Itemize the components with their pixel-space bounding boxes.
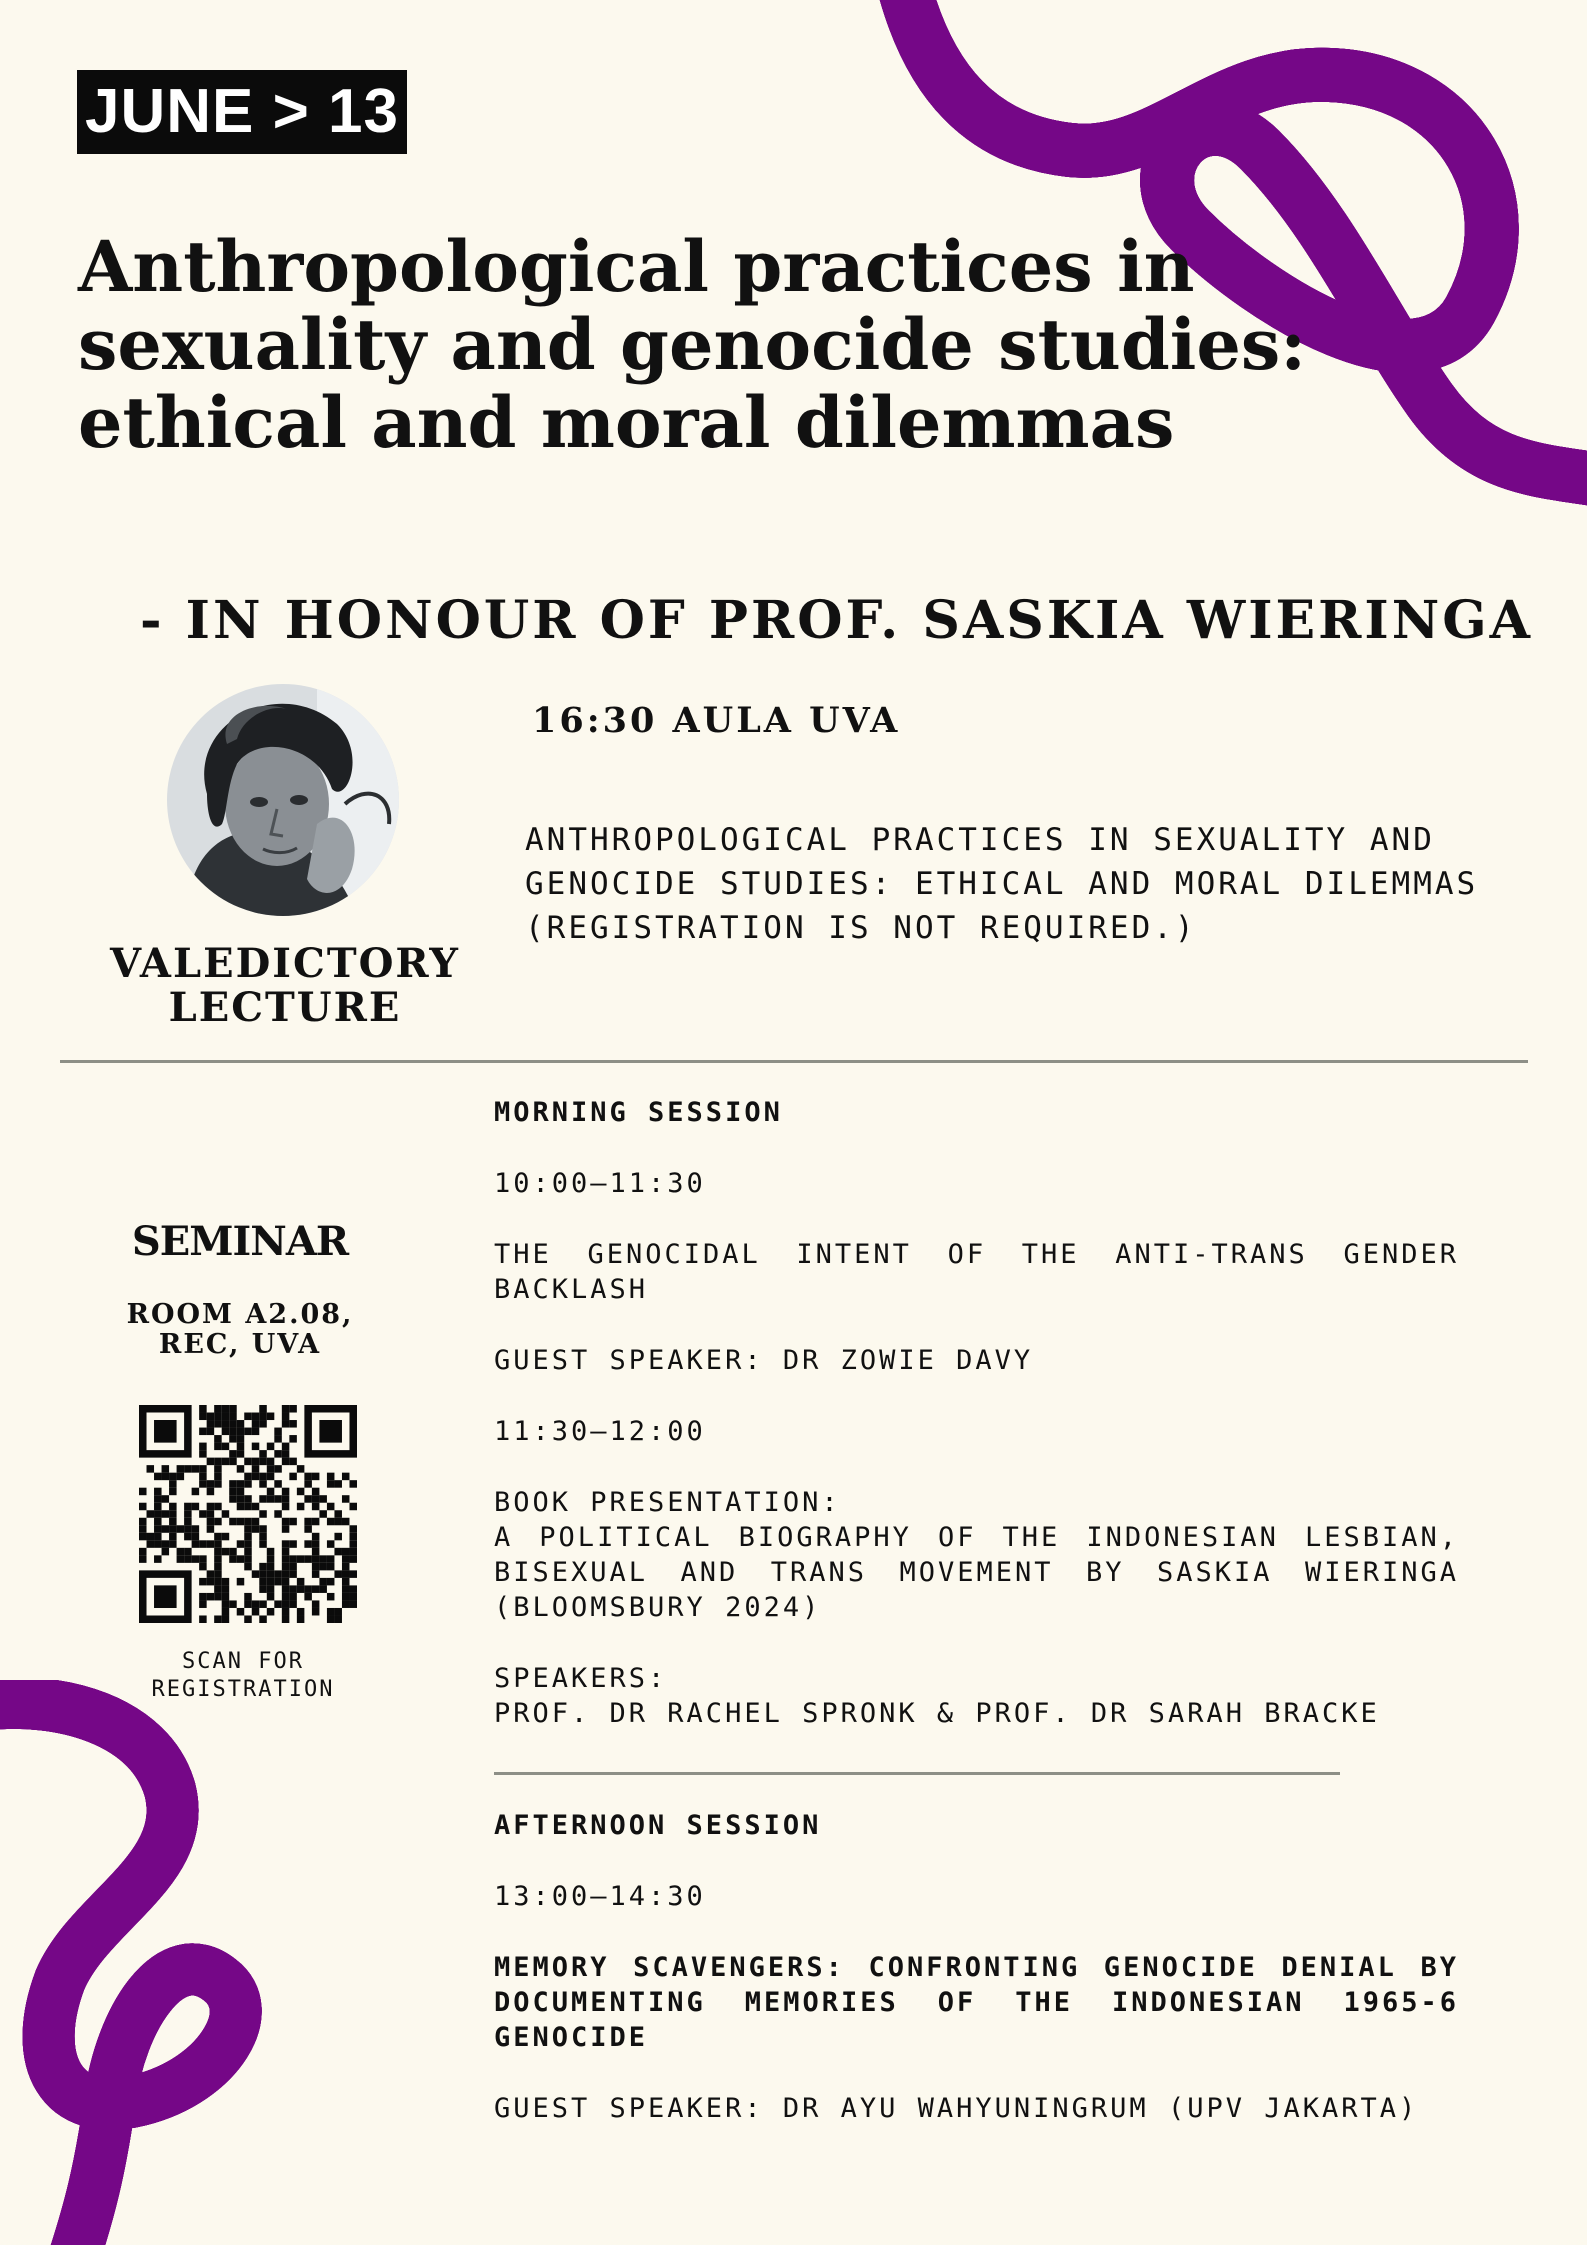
seminar-room (100, 1300, 380, 1360)
morning-slot2-title: A POLITICAL BIOGRAPHY OF THE INDONESIAN LESBIAN, BISEXUAL AND TRANS MOVEMENT BY SASKIA WIERINGA (BLOOMSBURY 2024) (494, 1522, 1459, 1623)
morning-slot1-time: 10:00–11:30 (494, 1168, 706, 1199)
afternoon-slot1-speaker: GUEST SPEAKER: DR AYU WAHYUNINGRUM (UPV JAKARTA) (494, 2093, 1419, 2124)
honour-subtitle: - IN HONOUR OF PROF. SASKIA WIERINGA (140, 590, 1533, 651)
qr-caption-line1: SCAN FOR (182, 1649, 304, 1674)
seminar-schedule (494, 1095, 1459, 1767)
morning-slot2-block (494, 1485, 1459, 1625)
lecture-registration-note: (REGISTRATION IS NOT REQUIRED.) (525, 910, 1197, 946)
speaker-portrait (167, 684, 399, 916)
registration-qr-code[interactable] (139, 1405, 357, 1623)
seminar-room-line1: ROOM A2.08, (126, 1299, 354, 1330)
afternoon-slot1-time: 13:00–14:30 (494, 1881, 706, 1912)
morning-slot1-title: THE GENOCIDAL INTENT OF THE ANTI-TRANS GENDER BACKLASH (494, 1239, 1459, 1305)
qr-caption (110, 1648, 376, 1704)
morning-slot2-label: BOOK PRESENTATION: (494, 1487, 841, 1518)
afternoon-session-heading: AFTERNOON SESSION (494, 1810, 822, 1841)
page-title: Anthropological practices in sexuality and genocide studies: ethical and moral dilemmas (78, 225, 1307, 464)
valedictory-lecture-label (90, 942, 480, 1030)
seminar-room-line2: REC, UVA (158, 1329, 322, 1360)
afternoon-slot1-title: MEMORY SCAVENGERS: CONFRONTING GENOCIDE DENIAL BY DOCUMENTING MEMORIES OF THE INDONESIAN 1965-6 GENOCIDE (494, 1952, 1459, 2053)
morning-slot2-speakers-block (494, 1661, 1459, 1731)
morning-session-heading: MORNING SESSION (494, 1097, 783, 1128)
session-divider (494, 1772, 1340, 1775)
seminar-label: SEMINAR (131, 1218, 349, 1265)
afternoon-schedule (494, 1808, 1459, 2162)
morning-slot2-time: 11:30–12:00 (494, 1416, 706, 1447)
morning-slot1-speaker: GUEST SPEAKER: DR ZOWIE DAVY (494, 1345, 1034, 1376)
morning-slot2-speakers-label: SPEAKERS: (494, 1663, 668, 1694)
qr-caption-line2: REGISTRATION (151, 1677, 335, 1702)
valedictory-label-line2: LECTURE (168, 984, 402, 1031)
lecture-description (525, 818, 1505, 950)
morning-slot2-speakers: PROF. DR RACHEL SPRONK & PROF. DR SARAH BRACKE (494, 1698, 1380, 1729)
valedictory-label-line1: VALEDICTORY (110, 940, 460, 987)
date-badge: JUNE > 13 (77, 70, 407, 154)
lecture-time-place: 16:30 AULA UVA (532, 700, 901, 741)
section-divider (60, 1060, 1528, 1063)
rainbow-ribbon-bottom (0, 1680, 320, 2245)
lecture-title: ANTHROPOLOGICAL PRACTICES IN SEXUALITY AND GENOCIDE STUDIES: ETHICAL AND MORAL DILEMMAS (525, 822, 1479, 902)
